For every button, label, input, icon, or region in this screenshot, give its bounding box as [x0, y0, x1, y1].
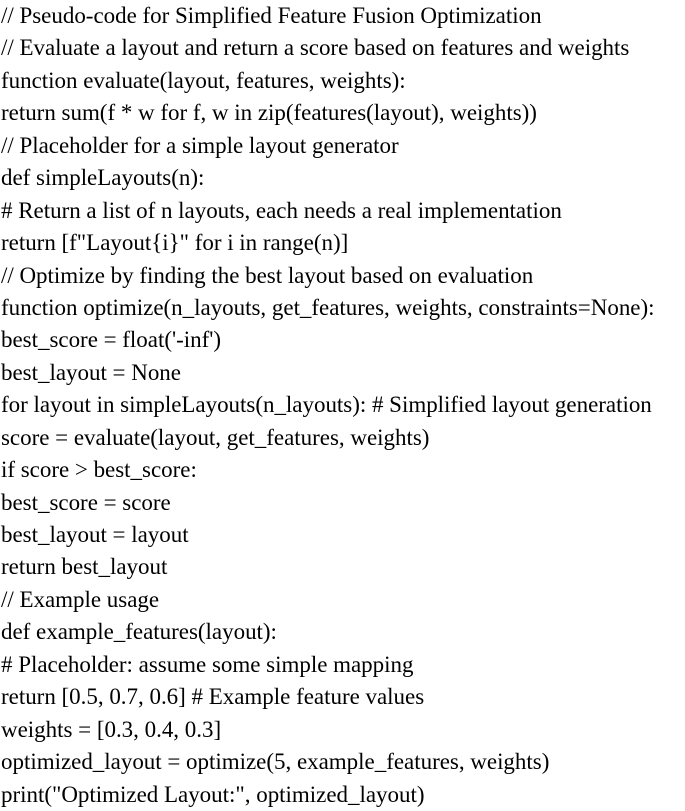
- code-line: # Return a list of n layouts, each needs a real implementation: [1, 197, 562, 223]
- code-line: def simpleLayouts(n):: [1, 165, 205, 191]
- code-line: for layout in simpleLayouts(n_layouts): # Simplified layout generation: [1, 392, 652, 418]
- code-line: def example_features(layout):: [1, 619, 277, 645]
- code-line: // Placeholder for a simple layout generator: [1, 132, 399, 158]
- code-line: # Placeholder: assume some simple mapping: [1, 651, 414, 677]
- code-line: return [0.5, 0.7, 0.6] # Example feature values: [1, 684, 425, 710]
- code-line: if score > best_score:: [1, 457, 197, 483]
- code-line: // Example usage: [1, 586, 160, 612]
- code-line: best_score = float('-inf'): [1, 327, 221, 353]
- code-line: function evaluate(layout, features, weights):: [1, 67, 406, 93]
- code-line: weights = [0.3, 0.4, 0.3]: [1, 716, 222, 742]
- code-line: return best_layout: [1, 554, 168, 580]
- code-line: // Pseudo-code for Simplified Feature Fusion Optimization: [1, 3, 542, 28]
- code-line: optimized_layout = optimize(5, example_features, weights): [1, 749, 550, 775]
- code-line: // Optimize by finding the best layout based on evaluation: [1, 262, 534, 288]
- code-line: print("Optimized Layout:", optimized_layout): [1, 781, 425, 807]
- code-line: best_score = score: [1, 489, 171, 515]
- code-line: best_layout = layout: [1, 522, 189, 547]
- code-line: // Evaluate a layout and return a score based on features and weights: [1, 35, 630, 61]
- code-line: best_layout = None: [1, 359, 181, 385]
- code-line: return sum(f * w for f, w in zip(features(layout), weights)): [1, 100, 537, 126]
- code-line: score = evaluate(layout, get_features, weights): [1, 424, 430, 450]
- code-line: function optimize(n_layouts, get_features, weights, constraints=None):: [1, 294, 655, 320]
- code-line: return [f"Layout{i}" for i in range(n)]: [1, 230, 349, 256]
